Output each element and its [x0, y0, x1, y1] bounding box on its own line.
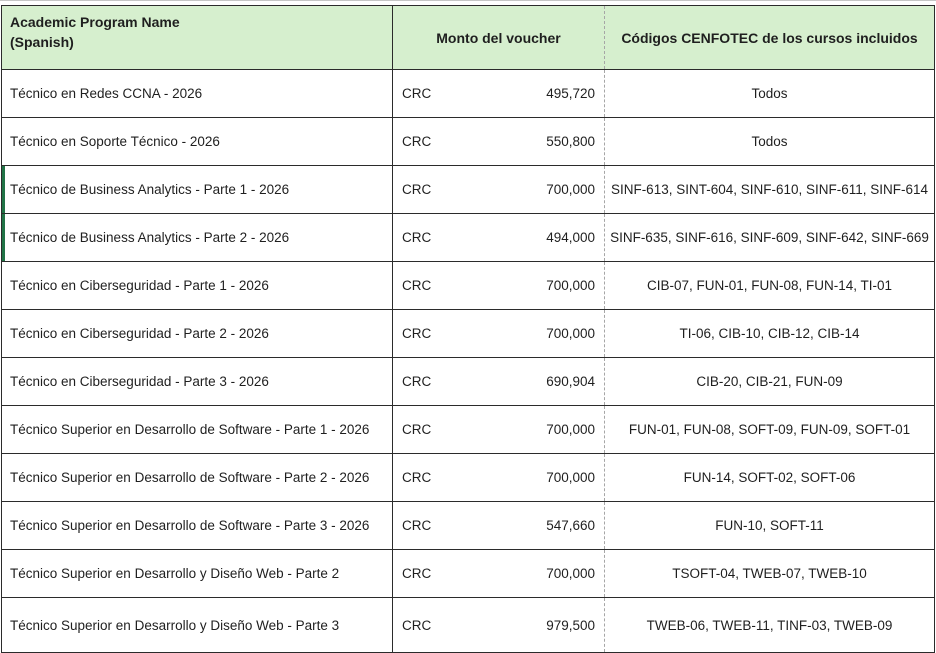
amount-cell[interactable] — [393, 118, 605, 166]
amount-value: 550,800 — [546, 134, 595, 149]
table-row — [2, 118, 935, 166]
table-row — [2, 166, 935, 214]
amount-value: 700,000 — [546, 182, 595, 197]
currency-label: CRC — [402, 374, 432, 389]
currency-label: CRC — [402, 278, 432, 293]
amount-value: 547,660 — [546, 518, 595, 533]
table-row — [2, 358, 935, 406]
amount-value: 700,000 — [546, 422, 595, 437]
program-cell[interactable] — [2, 310, 393, 358]
course-codes: FUN-14, SOFT-02, SOFT-06 — [683, 470, 856, 485]
voucher-table — [1, 5, 935, 653]
program-name: Técnico Superior en Desarrollo de Software - Parte 1 - 2026 — [10, 422, 370, 437]
codes-cell[interactable] — [605, 406, 935, 454]
course-codes: Todos — [751, 134, 788, 149]
course-codes: CIB-07, FUN-01, FUN-08, FUN-14, TI-01 — [646, 278, 893, 293]
amount-cell[interactable] — [393, 214, 605, 262]
program-cell[interactable] — [2, 214, 393, 262]
course-codes: CIB-20, CIB-21, FUN-09 — [696, 374, 843, 389]
program-cell[interactable] — [2, 406, 393, 454]
amount-value: 700,000 — [546, 278, 595, 293]
table-row — [2, 70, 935, 118]
table-row — [2, 598, 935, 653]
amount-value: 700,000 — [546, 326, 595, 341]
table-body — [2, 70, 935, 653]
program-cell[interactable] — [2, 358, 393, 406]
program-name: Técnico en Soporte Técnico - 2026 — [10, 134, 220, 149]
codes-cell[interactable] — [605, 262, 935, 310]
table-row — [2, 214, 935, 262]
course-codes: TWEB-06, TWEB-11, TINF-03, TWEB-09 — [646, 617, 893, 633]
table-row — [2, 310, 935, 358]
program-cell[interactable] — [2, 454, 393, 502]
codes-cell[interactable] — [605, 310, 935, 358]
amount-cell[interactable] — [393, 454, 605, 502]
codes-cell[interactable] — [605, 358, 935, 406]
table-row — [2, 406, 935, 454]
amount-cell[interactable] — [393, 166, 605, 214]
currency-label: CRC — [402, 422, 432, 437]
amount-cell[interactable] — [393, 310, 605, 358]
program-name: Técnico en Ciberseguridad - Parte 3 - 2026 — [10, 374, 269, 389]
currency-label: CRC — [402, 230, 432, 245]
program-cell[interactable] — [2, 598, 393, 653]
currency-label: CRC — [402, 326, 432, 341]
header-program-line1: Academic Program Name — [10, 14, 180, 30]
program-name: Técnico en Ciberseguridad - Parte 2 - 2026 — [10, 326, 269, 341]
course-codes: Todos — [751, 86, 788, 101]
program-cell[interactable] — [2, 70, 393, 118]
amount-value: 495,720 — [546, 86, 595, 101]
program-name: Técnico de Business Analytics - Parte 1 - 2026 — [10, 182, 290, 197]
program-name: Técnico de Business Analytics - Parte 2 - 2026 — [10, 230, 290, 245]
codes-cell[interactable] — [605, 502, 935, 550]
program-name: Técnico en Redes CCNA - 2026 — [10, 86, 203, 101]
amount-cell[interactable] — [393, 262, 605, 310]
program-name: Técnico Superior en Desarrollo y Diseño Web - Parte 3 — [10, 617, 340, 633]
program-name: Técnico Superior en Desarrollo de Software - Parte 3 - 2026 — [10, 518, 370, 533]
codes-cell[interactable] — [605, 166, 935, 214]
header-cell-codes[interactable]: Códigos CENFOTEC de los cursos incluidos — [605, 6, 935, 70]
currency-label: CRC — [402, 182, 432, 197]
table-row — [2, 454, 935, 502]
program-cell[interactable] — [2, 166, 393, 214]
codes-cell[interactable] — [605, 454, 935, 502]
amount-cell[interactable] — [393, 502, 605, 550]
program-name: Técnico Superior en Desarrollo de Software - Parte 2 - 2026 — [10, 470, 370, 485]
amount-cell[interactable] — [393, 598, 605, 653]
amount-cell[interactable] — [393, 70, 605, 118]
currency-label: CRC — [402, 134, 432, 149]
table-row — [2, 262, 935, 310]
currency-label: CRC — [402, 470, 432, 485]
amount-value: 700,000 — [546, 566, 595, 581]
program-name: Técnico en Ciberseguridad - Parte 1 - 2026 — [10, 278, 269, 293]
currency-label: CRC — [402, 566, 432, 581]
codes-cell[interactable] — [605, 118, 935, 166]
header-cell-amount[interactable]: Monto del voucher — [393, 6, 605, 70]
amount-cell[interactable] — [393, 406, 605, 454]
currency-label: CRC — [402, 617, 432, 633]
currency-label: CRC — [402, 518, 432, 533]
course-codes: TSOFT-04, TWEB-07, TWEB-10 — [672, 566, 867, 581]
amount-cell[interactable] — [393, 358, 605, 406]
currency-label: CRC — [402, 86, 432, 101]
course-codes: SINF-635, SINF-616, SINF-609, SINF-642, SINF-669 — [610, 230, 929, 245]
amount-value: 690,904 — [546, 374, 595, 389]
course-codes: FUN-10, SOFT-11 — [715, 518, 824, 533]
program-cell[interactable] — [2, 502, 393, 550]
program-cell[interactable] — [2, 262, 393, 310]
header-cell-program[interactable] — [2, 6, 393, 70]
program-cell[interactable] — [2, 118, 393, 166]
table-row — [2, 550, 935, 598]
header-program-line2: (Spanish) — [10, 34, 74, 51]
codes-cell[interactable] — [605, 214, 935, 262]
table-row — [2, 502, 935, 550]
codes-cell[interactable] — [605, 598, 935, 653]
codes-cell[interactable] — [605, 550, 935, 598]
amount-value: 494,000 — [546, 230, 595, 245]
amount-value: 979,500 — [546, 617, 595, 633]
codes-cell[interactable] — [605, 70, 935, 118]
course-codes: TI-06, CIB-10, CIB-12, CIB-14 — [679, 326, 860, 341]
amount-value: 700,000 — [546, 470, 595, 485]
program-name: Técnico Superior en Desarrollo y Diseño Web - Parte 2 — [10, 566, 340, 581]
course-codes: FUN-01, FUN-08, SOFT-09, FUN-09, SOFT-01 — [628, 422, 911, 437]
course-codes: SINF-613, SINT-604, SINF-610, SINF-611, SINF-614 — [610, 182, 929, 197]
amount-cell[interactable] — [393, 550, 605, 598]
program-cell[interactable] — [2, 550, 393, 598]
header-row — [2, 6, 935, 70]
